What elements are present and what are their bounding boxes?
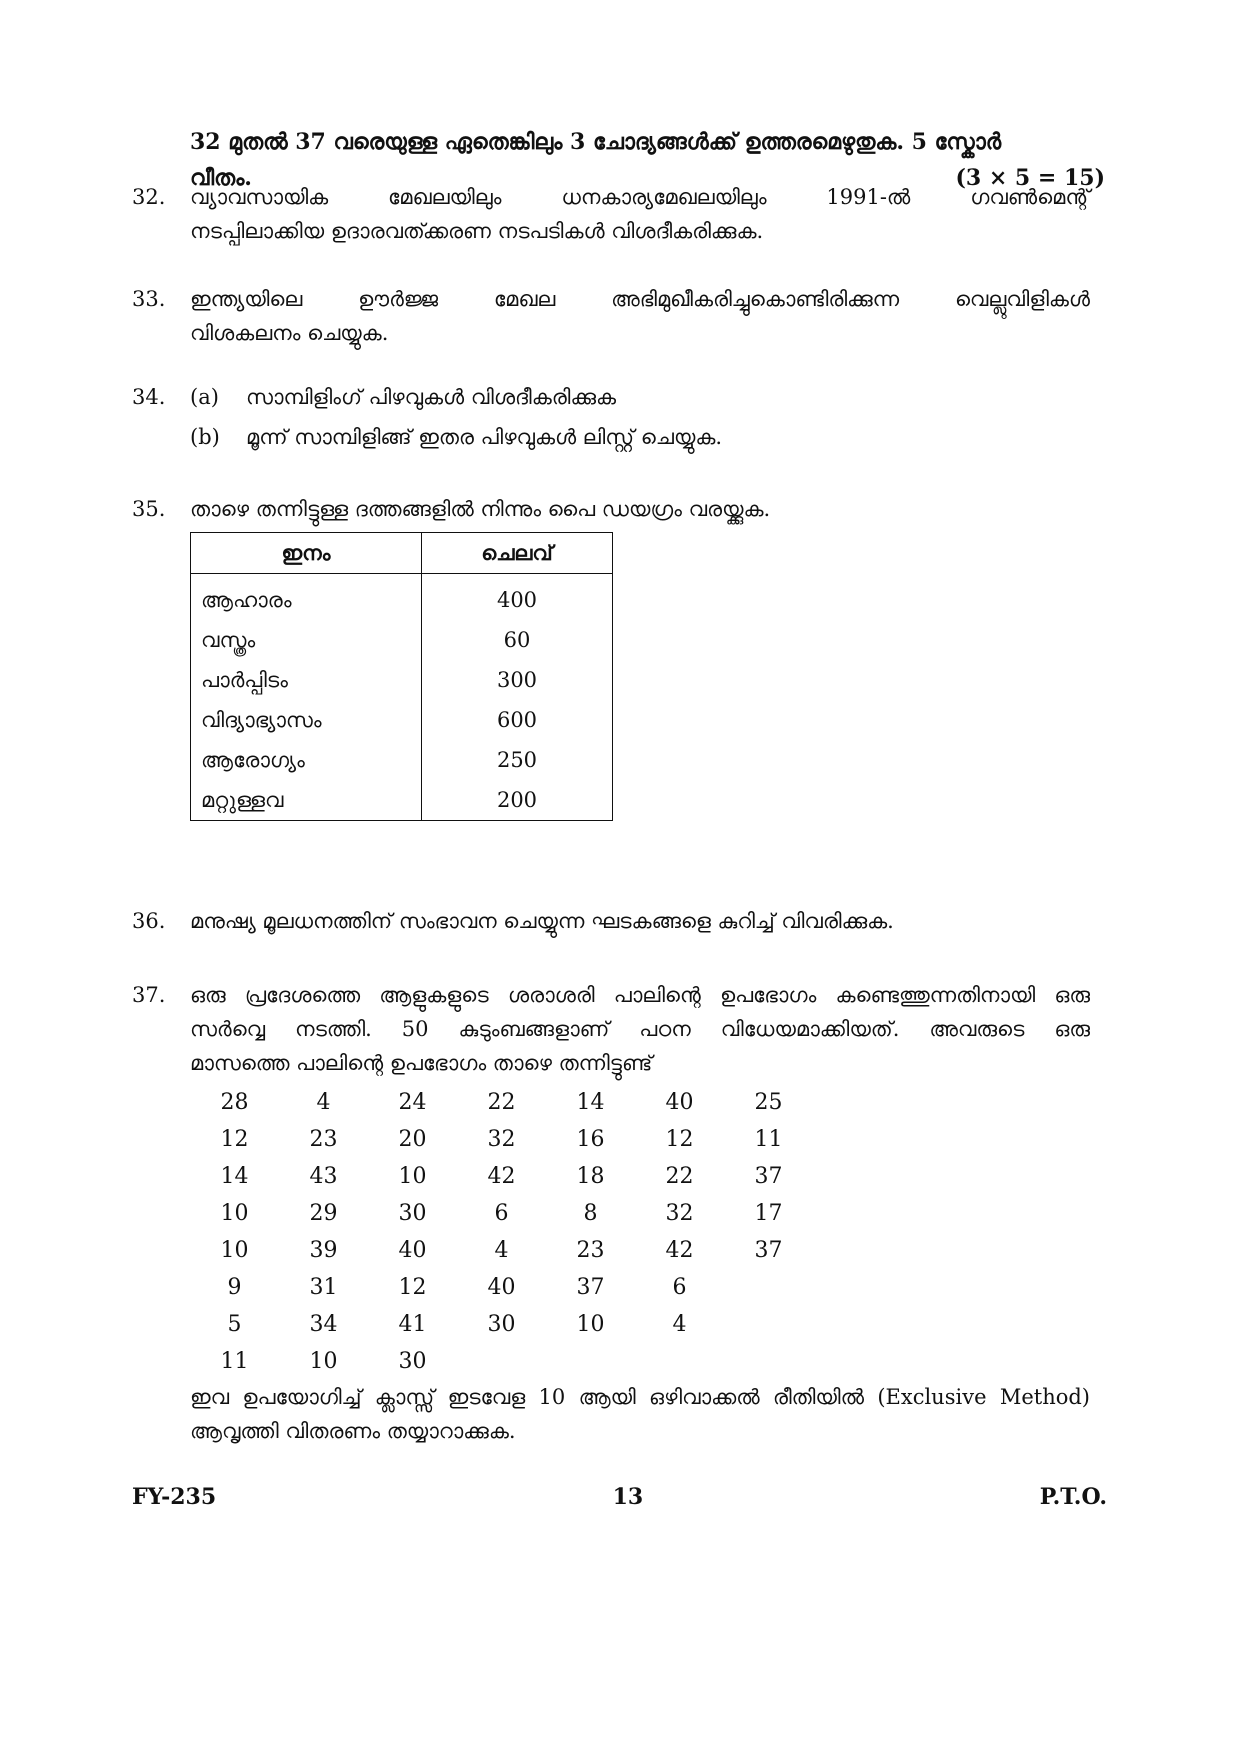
question-text-line-1: വ്യാവസായിക മേഖലയിലും ധനകാര്യമേഖലയിലും 1991-ൽ ഗവൺമെന്റ് [190, 185, 1090, 209]
data-value: 40 [665, 1090, 694, 1115]
page-number: 13 [612, 1484, 644, 1510]
data-row [190, 1343, 1090, 1380]
table-row [191, 620, 613, 660]
data-value: 14 [220, 1164, 249, 1189]
data-value: 5 [227, 1312, 242, 1337]
data-value: 14 [576, 1090, 605, 1115]
data-value: 17 [754, 1201, 783, 1226]
data-value: 6 [494, 1201, 509, 1226]
question-number: 37. [132, 983, 166, 1007]
data-value: 22 [665, 1164, 694, 1189]
question-33 [132, 282, 1107, 350]
table-row [191, 780, 613, 821]
question-text: മനുഷ്യ മൂലധനത്തിന് സംഭാവന ചെയ്യുന്ന ഘടകങ്ങളെ കുറിച്ച് വിവരിക്കുക. [190, 909, 894, 933]
please-turn-over: P.T.O. [1039, 1484, 1107, 1510]
data-value: 30 [398, 1349, 427, 1374]
question-35 [132, 492, 1107, 821]
data-value: 11 [220, 1349, 249, 1374]
data-row [190, 1195, 1090, 1232]
page-footer [132, 1484, 1107, 1510]
question-number: 34. [132, 385, 166, 409]
question-text: താഴെ തന്നിട്ടുള്ള ദത്തങ്ങളിൽ നിന്നും പൈ ഡയഗ്രം വരയ്ക്കുക. [190, 497, 771, 521]
table-cell-item: ആഹാരം [191, 574, 422, 621]
table-cell-item: വസ്ത്രം [191, 620, 422, 660]
data-value: 28 [220, 1090, 249, 1115]
question-text-line-2: സർവ്വെ നടത്തി. 50 കുടുംബങ്ങളാണ് പഠന വിധേയമാക്കിയത്. അവരുടെ ഒരു [190, 1017, 1090, 1041]
data-value: 4 [672, 1312, 687, 1337]
expenditure-table [190, 532, 613, 821]
question-34 [132, 380, 1107, 454]
data-value: 23 [309, 1127, 338, 1152]
instruction-line-1: 32 മുതൽ 37 വരെയുള്ള ഏതെങ്കിലും 3 ചോദ്യങ്ങൾക്ക് ഉത്തരമെഴുതുക. 5 സ്കോർ [190, 129, 1002, 155]
data-value: 23 [576, 1238, 605, 1263]
data-row [190, 1121, 1090, 1158]
milk-consumption-data [190, 1084, 1090, 1380]
table-header-expense: ചെലവ് [422, 533, 613, 574]
data-value: 22 [487, 1090, 516, 1115]
table-cell-item: മറ്റുള്ളവ [191, 780, 422, 821]
table-row [191, 574, 613, 621]
data-value: 10 [576, 1312, 605, 1337]
data-value: 34 [309, 1312, 338, 1337]
question-text-line-2: വിശകലനം ചെയ്യുക. [190, 321, 389, 345]
paper-code: FY-235 [132, 1484, 217, 1510]
data-value: 10 [220, 1238, 249, 1263]
instruction-line-2: വീതം. [190, 165, 252, 191]
data-value: 25 [754, 1090, 783, 1115]
data-value: 40 [487, 1275, 516, 1300]
table-cell-item: പാർപ്പിടം [191, 660, 422, 700]
data-value: 40 [398, 1238, 427, 1263]
question-37 [132, 978, 1107, 1448]
data-row [190, 1232, 1090, 1269]
table-row [191, 700, 613, 740]
data-value: 37 [754, 1164, 783, 1189]
question-number: 35. [132, 497, 166, 521]
table-cell-value: 300 [422, 660, 613, 700]
data-value: 32 [665, 1201, 694, 1226]
data-value: 37 [754, 1238, 783, 1263]
data-value: 12 [220, 1127, 249, 1152]
data-value: 10 [398, 1164, 427, 1189]
table-cell-value: 250 [422, 740, 613, 780]
data-value: 31 [309, 1275, 338, 1300]
sub-question-text: സാമ്പിളിംഗ് പിഴവുകൾ വിശദീകരിക്കുക [246, 385, 617, 409]
data-value: 16 [576, 1127, 605, 1152]
question-text-line-1: ഇന്ത്യയിലെ ഊർജ്ജ മേഖല അഭിമുഖീകരിച്ചുകൊണ്ടിരിക്കുന്ന വെല്ലുവിളികൾ [190, 287, 1090, 311]
closing-line-2: ആവൃത്തി വിതരണം തയ്യാറാക്കുക. [190, 1419, 516, 1443]
sub-question-label: (b) [190, 425, 220, 449]
data-row [190, 1306, 1090, 1343]
data-value: 4 [494, 1238, 509, 1263]
question-32 [132, 180, 1107, 248]
question-number: 36. [132, 909, 166, 933]
data-value: 9 [227, 1275, 242, 1300]
data-value: 42 [665, 1238, 694, 1263]
table-cell-item: വിദ്യാഭ്യാസം [191, 700, 422, 740]
data-value: 32 [487, 1127, 516, 1152]
data-value: 10 [309, 1349, 338, 1374]
sub-question-label: (a) [190, 385, 219, 409]
data-value: 4 [316, 1090, 331, 1115]
data-value: 29 [309, 1201, 338, 1226]
sub-question-text: മൂന്ന് സാമ്പിളിങ്ങ് ഇതര പിഴവുകൾ ലിസ്റ്റ് ചെയ്യുക. [246, 425, 723, 449]
data-value: 24 [398, 1090, 427, 1115]
question-number: 32. [132, 185, 166, 209]
marks-scheme: (3 × 5 = 15) [955, 165, 1105, 191]
data-value: 8 [583, 1201, 598, 1226]
data-value: 30 [398, 1201, 427, 1226]
table-cell-value: 400 [422, 574, 613, 621]
data-row [190, 1158, 1090, 1195]
table-cell-value: 60 [422, 620, 613, 660]
question-number: 33. [132, 287, 166, 311]
table-cell-value: 200 [422, 780, 613, 821]
data-value: 18 [576, 1164, 605, 1189]
data-value: 6 [672, 1275, 687, 1300]
table-row [191, 660, 613, 700]
data-value: 42 [487, 1164, 516, 1189]
data-value: 10 [220, 1201, 249, 1226]
data-value: 39 [309, 1238, 338, 1263]
data-row [190, 1084, 1090, 1121]
data-value: 41 [398, 1312, 427, 1337]
question-36 [132, 904, 1107, 938]
data-value: 30 [487, 1312, 516, 1337]
question-text-line-2: നടപ്പിലാക്കിയ ഉദാരവത്ക്കരണ നടപടികൾ വിശദീകരിക്കുക. [190, 219, 764, 243]
data-row [190, 1269, 1090, 1306]
data-value: 12 [665, 1127, 694, 1152]
data-value: 11 [754, 1127, 783, 1152]
closing-line-1: ഇവ ഉപയോഗിച്ച് ക്ലാസ്സ് ഇടവേള 10 ആയി ഒഴിവാക്കൽ രീതിയിൽ (Exclusive Method) [190, 1385, 1090, 1409]
table-header-item: ഇനം [191, 533, 422, 574]
table-row [191, 740, 613, 780]
data-value: 20 [398, 1127, 427, 1152]
data-value: 12 [398, 1275, 427, 1300]
data-value: 43 [309, 1164, 338, 1189]
question-text-line-3: മാസത്തെ പാലിന്റെ ഉപഭോഗം താഴെ തന്നിട്ടുണ്ട് [190, 1051, 653, 1075]
table-cell-value: 600 [422, 700, 613, 740]
table-cell-item: ആരോഗ്യം [191, 740, 422, 780]
question-text-line-1: ഒരു പ്രദേശത്തെ ആളുകളുടെ ശരാശരി പാലിന്റെ ഉപഭോഗം കണ്ടെത്തുന്നതിനായി ഒരു [190, 983, 1090, 1007]
data-value: 37 [576, 1275, 605, 1300]
